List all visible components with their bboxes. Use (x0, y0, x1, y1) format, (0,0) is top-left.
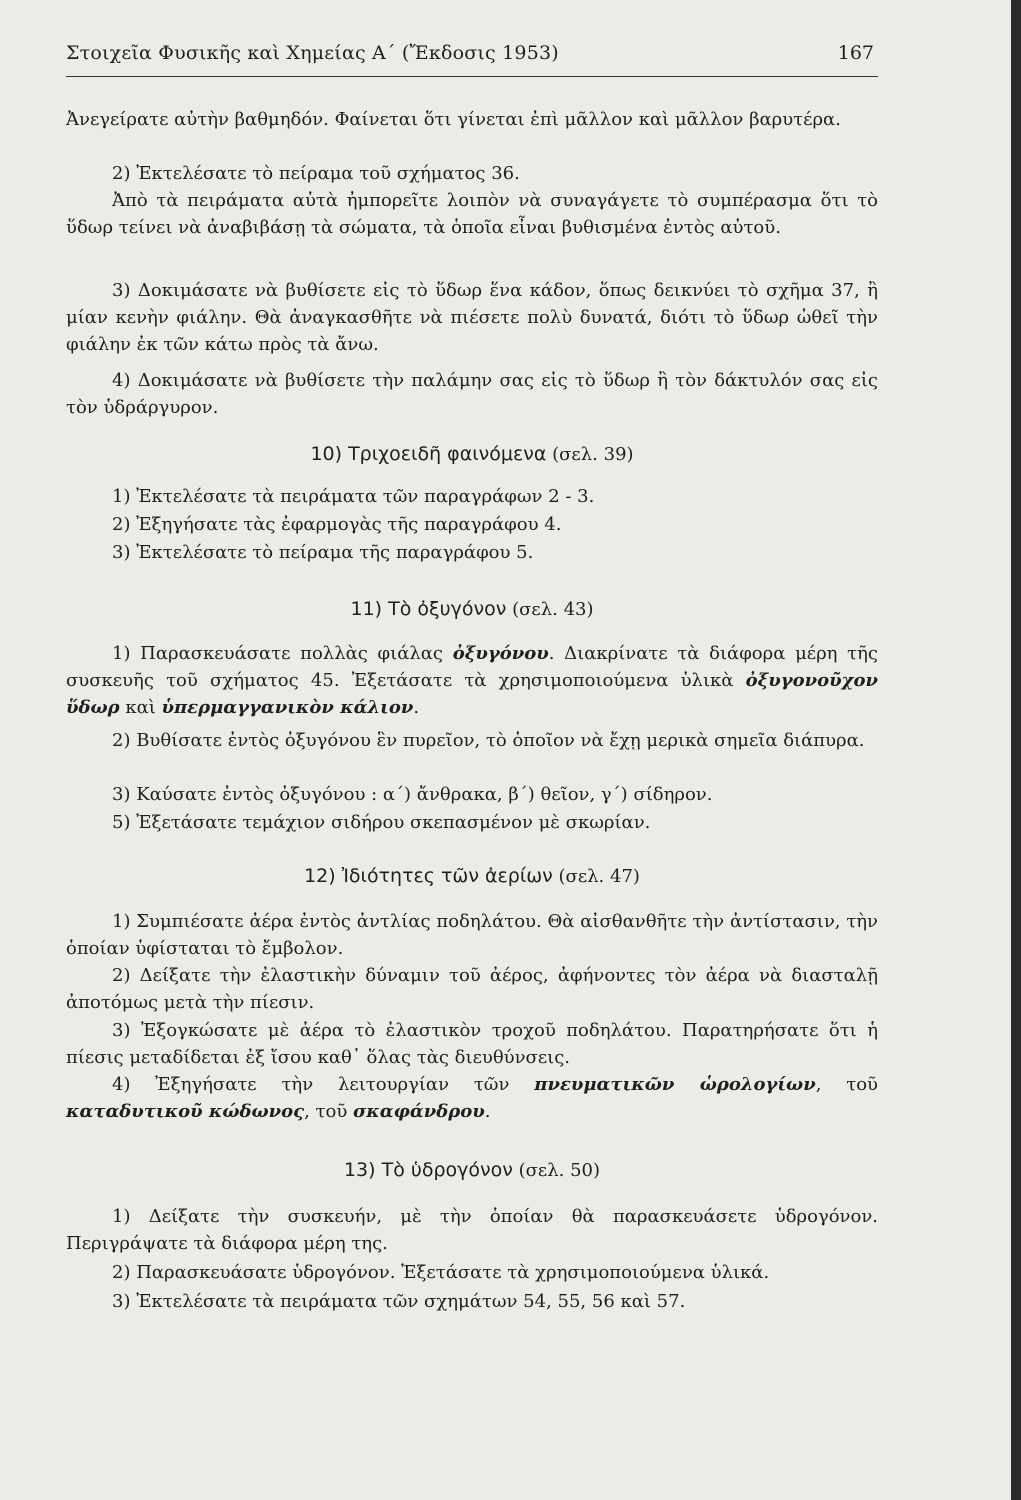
list-item: 1) Παρασκευάσατε πολλὰς φιάλας ὀξυγόνου. Διακρίνατε τὰ διάφορα μέρη τῆς συσκευῆς τοῦ σχήματος 45. Ἐξετάσατε τὰ χρησιμοποιούμενα ὑλικὰ ὀξυγονοῦχον ὕδωρ καὶ ὑπερμαγγανικὸν κάλιον. (66, 643, 878, 718)
emphasized-term: ὑπερμαγγανικὸν κάλιον (161, 697, 414, 718)
list-item: 4) Ἐξηγήσατε τὴν λειτουργίαν τῶν πνευματικῶν ὡρολογίων, τοῦ καταδυτικοῦ κώδωνος, τοῦ σκαφάνδρου. (66, 1074, 878, 1122)
list-item: 5) Ἐξετάσατε τεμάχιον σιδήρου σκεπασμένον μὲ σκωρίαν. (112, 812, 651, 833)
emphasized-term: ὀξυγονοῦχον ὕδωρ (66, 670, 878, 718)
list-item: 2) Παρασκευάσατε ὑδρογόνον. Ἐξετάσατε τὰ χρησιμοποιούμενα ὑλικά. (112, 1262, 770, 1283)
list-item: 2) Ἐξηγήσατε τὰς ἐφαρμογὰς τῆς παραγράφου 4. (112, 514, 562, 535)
paragraph: 3) Δοκιμάσατε νὰ βυθίσετε εἰς τὸ ὕδωρ ἕνα κάδον, ὅπως δεικνύει τὸ σχῆμα 37, ἢ μίαν κενὴν φιάλην. Θὰ ἀναγκασθῆτε νὰ πιέσετε πολὺ δυνατά, διότι τὸ ὕδωρ ὠθεῖ τὴν φιάλην ἐκ τῶν κάτω πρὸς τὰ ἄνω. (66, 280, 878, 355)
running-header (66, 40, 878, 77)
section-page-ref: (σελ. 50) (518, 1160, 601, 1181)
emphasized-term: σκαφάνδρου (353, 1101, 485, 1122)
list-item: 2) Βυθίσατε ἐντὸς ὀξυγόνου ἓν πυρεῖον, τὸ ὁποῖον νὰ ἔχῃ μερικὰ σημεῖα διάπυρα. (112, 730, 865, 751)
section-page-ref: (σελ. 39) (552, 444, 634, 465)
section-heading-11 (66, 596, 878, 623)
paragraph: Ἀνεγείρατε αὐτὴν βαθμηδόν. Φαίνεται ὅτι γίνεται ἐπὶ μᾶλλον καὶ μᾶλλον βαρυτέρα. (66, 109, 841, 130)
list-item: 1) Συμπιέσατε ἀέρα ἐντὸς ἀντλίας ποδηλάτου. Θὰ αἰσθανθῆτε τὴν ἀντίστασιν, τὴν ὁποίαν ὑφίσταται τὸ ἔμβολον. (66, 911, 878, 959)
list-item: 3) Ἐξογκώσατε μὲ ἀέρα τὸ ἐλαστικὸν τροχοῦ ποδηλάτου. Παρατηρήσατε ὅτι ἡ πίεσις μεταδίδεται ἐξ ἴσου καθ᾿ ὅλας τὰς διευθύνσεις. (66, 1020, 878, 1068)
page-number: 167 (837, 42, 874, 64)
paragraph: 4) Δοκιμάσατε νὰ βυθίσετε τὴν παλάμην σας εἰς τὸ ὕδωρ ἢ τὸν δάκτυλόν σας εἰς τὸν ὑδράργυρον. (66, 370, 878, 418)
section-heading-12 (66, 863, 878, 890)
list-item: 3) Καύσατε ἐντὸς ὀξυγόνου : α΄) ἄνθρακα, β΄) θεῖον, γ΄) σίδηρον. (112, 784, 713, 805)
paragraph: 2) Ἐκτελέσατε τὸ πείραμα τοῦ σχήματος 36. (112, 163, 520, 184)
section-title: 12) Ἰδιότητες τῶν ἀερίων (304, 865, 553, 887)
list-item: 3) Ἐκτελέσατε τὰ πειράματα τῶν σχημάτων 54, 55, 56 καὶ 57. (112, 1291, 686, 1312)
section-page-ref: (σελ. 47) (558, 866, 640, 887)
header-title: Στοιχεῖα Φυσικῆς καὶ Χημείας Α΄ (Ἔκδοσις 1953) (66, 42, 559, 64)
list-item: 2) Δείξατε τὴν ἐλαστικὴν δύναμιν τοῦ ἀέρος, ἀφήνοντες τὸν ἀέρα νὰ διασταλῇ ἀποτόμως μετὰ τὴν πίεσιν. (66, 965, 878, 1013)
emphasized-term: καταδυτικοῦ κώδωνος (66, 1101, 305, 1122)
section-title: 11) Τὸ ὀξυγόνον (350, 598, 507, 620)
emphasized-term: πνευματικῶν ὡρολογίων (534, 1074, 816, 1095)
section-title: 10) Τριχοειδῆ φαινόμενα (310, 443, 547, 465)
list-item: 1) Ἐκτελέσατε τὰ πειράματα τῶν παραγράφων 2 - 3. (112, 486, 595, 507)
section-title: 13) Τὸ ὑδρογόνον (343, 1159, 513, 1181)
emphasized-term: ὀξυγόνου (452, 643, 549, 664)
section-page-ref: (σελ. 43) (512, 599, 594, 620)
list-item: 3) Ἐκτελέσατε τὸ πείραμα τῆς παραγράφου 5. (112, 542, 534, 563)
list-item: 1) Δείξατε τὴν συσκευήν, μὲ τὴν ὁποίαν θὰ παρασκευάσετε ὑδρογόνον. Περιγράψατε τὰ διάφορα μέρη της. (66, 1206, 878, 1254)
section-heading-10 (66, 441, 878, 468)
section-heading-13 (66, 1157, 878, 1184)
paragraph: Ἀπὸ τὰ πειράματα αὐτὰ ἠμπορεῖτε λοιπὸν νὰ συναγάγετε τὸ συμπέρασμα ὅτι τὸ ὕδωρ τείνει νὰ ἀναβιβάσῃ τὰ σώματα, τὰ ὁποῖα εἶναι βυθισμένα ἐντὸς αὐτοῦ. (66, 190, 878, 238)
